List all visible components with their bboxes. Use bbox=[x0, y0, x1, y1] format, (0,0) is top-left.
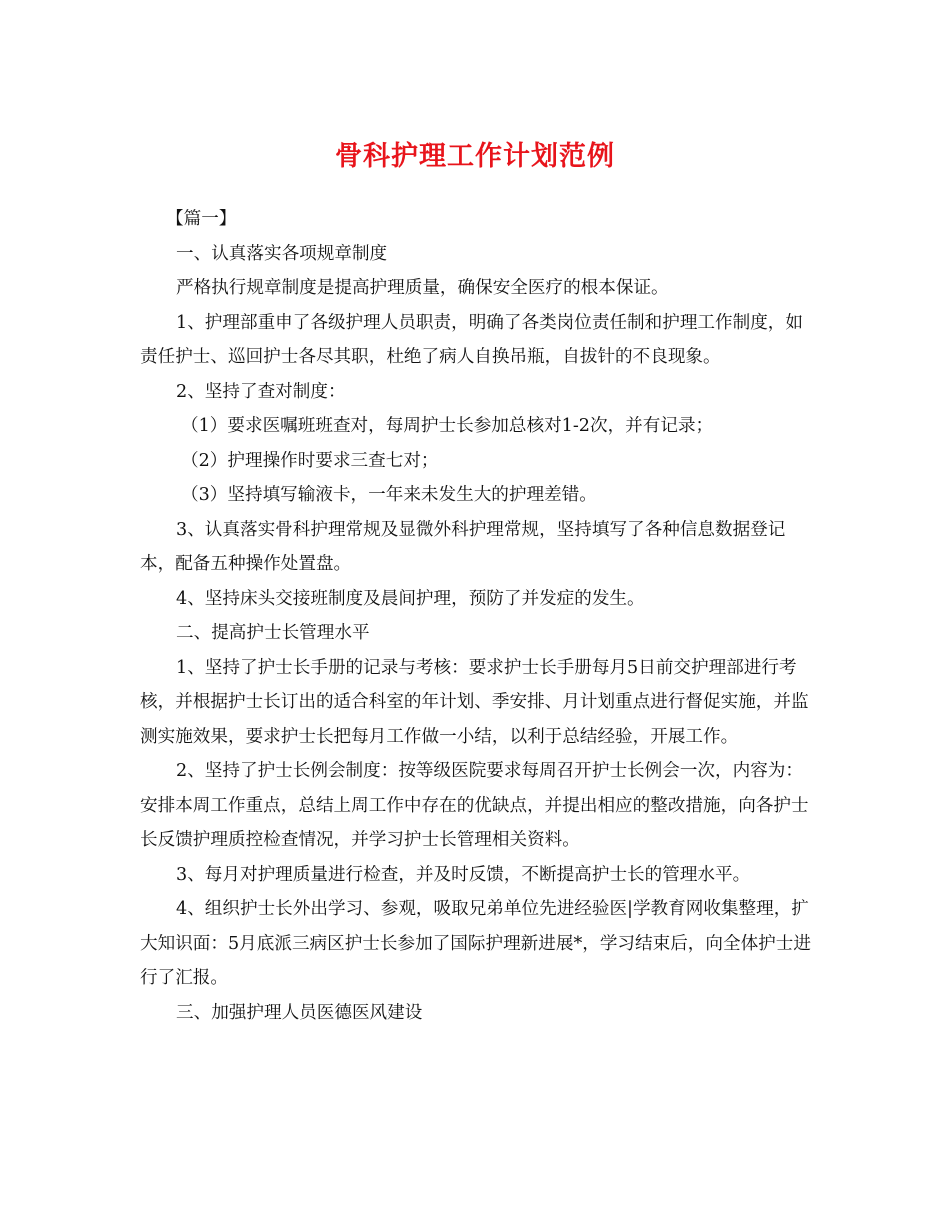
section-heading-3: 三、加强护理人员医德医风建设 bbox=[176, 1002, 423, 1023]
paragraph: 3、每月对护理质量进行检查，并及时反馈，不断提高护士长的管理水平。 bbox=[176, 864, 751, 885]
paragraph: 4、坚持床头交接班制度及晨间护理，预防了并发症的发生。 bbox=[176, 588, 645, 609]
paragraph: 1、护理部重申了各级护理人员职责，明确了各类岗位责任制和护理工作制度，如责任护士、巡回护士各尽其职，杜绝了病人自换吊瓶，自拔针的不良现象。 bbox=[140, 312, 803, 367]
paragraph: 4、组织护士长外出学习、参观，吸取兄弟单位先进经验医|学教育网收集整理，扩大知识面：5月底派三病区护士长参加了国际护理新进展*，学习结束后，向全体护士进行了汇报。 bbox=[140, 899, 811, 988]
paragraph: 2、坚持了查对制度： bbox=[176, 381, 346, 402]
document-title: 骨科护理工作计划范例 bbox=[335, 141, 615, 172]
sub-item: （3）坚持填写输液卡，一年来未发生大的护理差错。 bbox=[181, 485, 597, 505]
section-heading-1: 一、认真落实各项规章制度 bbox=[176, 243, 388, 264]
sub-item: （1）要求医嘱班班查对，每周护士长参加总核对1-2次，并有记录； bbox=[181, 416, 714, 436]
paragraph: 严格执行规章制度是提高护理质量，确保安全医疗的根本保证。 bbox=[176, 278, 669, 298]
sub-item: （2）护理操作时要求三查七对； bbox=[181, 450, 439, 471]
paragraph: 3、认真落实骨科护理常规及显微外科护理常规，坚持填写了各种信息数据登记本，配备五种操作处置盘。 bbox=[140, 519, 786, 574]
section-heading-2: 二、提高护士长管理水平 bbox=[176, 623, 370, 643]
section-marker: 【篇一】 bbox=[166, 209, 237, 229]
paragraph: 1、坚持了护士长手册的记录与考核：要求护士长手册每月5日前交护理部进行考核，并根据护士长订出的适合科室的年计划、季安排、月计划重点进行督促实施，并监测实施效果，要求护士长把每月工作做一小结，以利于总结经验，开展工作。 bbox=[140, 657, 809, 747]
paragraph: 2、坚持了护士长例会制度：按等级医院要求每周召开护士长例会一次，内容为：安排本周工作重点，总结上周工作中存在的优缺点，并提出相应的整改措施，向各护士长反馈护理质控检查情况，并学习护士长管理相关资料。 bbox=[140, 761, 809, 850]
document-body bbox=[140, 202, 812, 1030]
